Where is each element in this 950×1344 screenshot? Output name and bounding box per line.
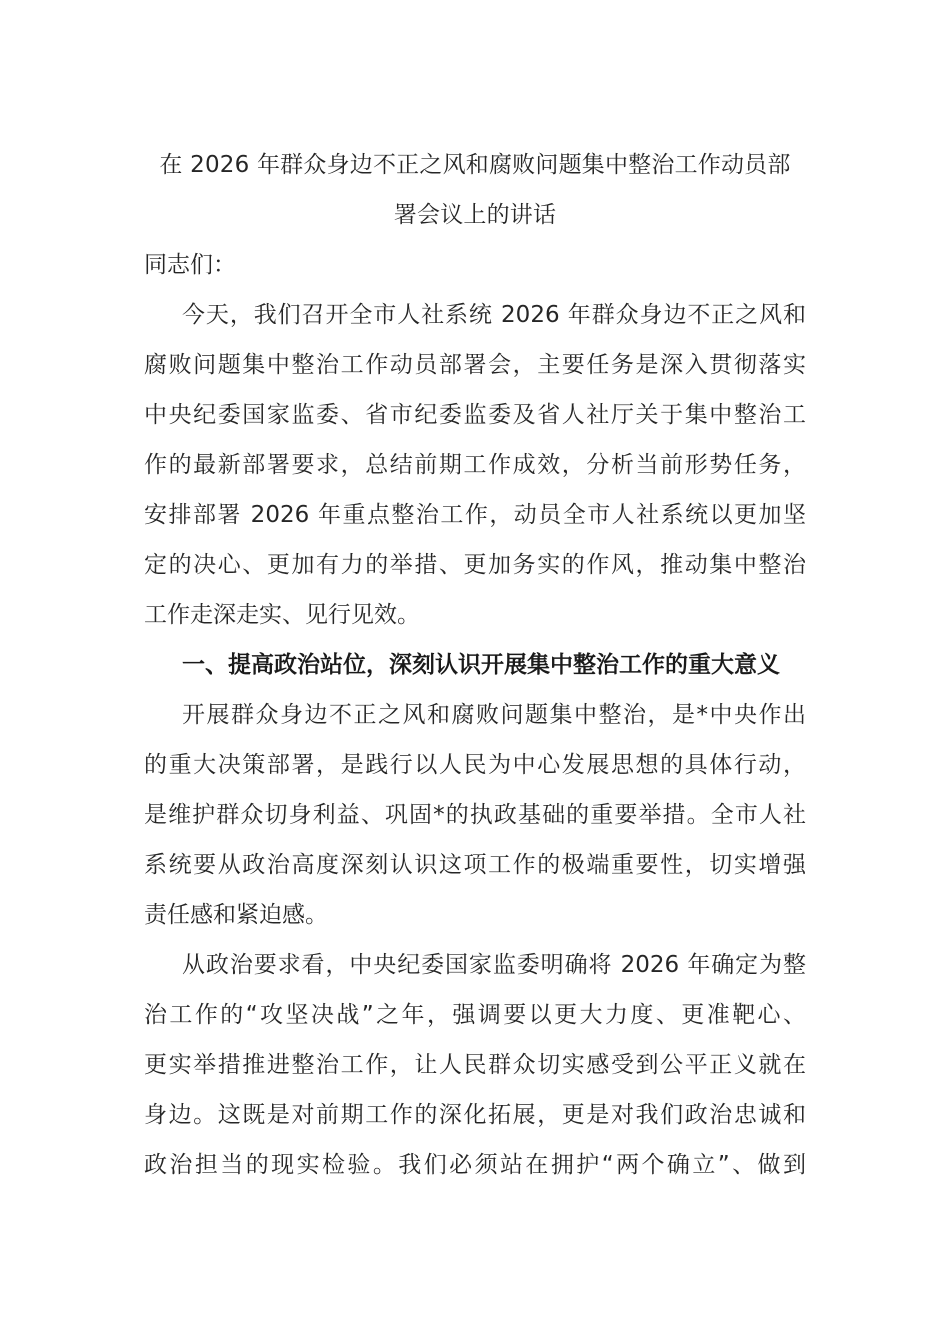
salutation: 同志们： — [144, 252, 236, 278]
paragraph-line: 开展群众身边不正之风和腐败问题集中整治，是*中央作出 — [182, 702, 806, 728]
paragraph-line: 安排部署 2026 年重点整治工作，动员全市人社系统以更加坚 — [144, 502, 806, 528]
paragraph-line: 身边。这既是对前期工作的深化拓展，更是对我们政治忠诚和 — [144, 1102, 806, 1128]
document-body — [144, 140, 806, 1190]
section-paragraph — [144, 940, 806, 1190]
section-heading — [144, 640, 806, 690]
paragraph-line: 工作走深走实、见行见效。 — [144, 602, 420, 628]
paragraph-line: 腐败问题集中整治工作动员部署会，主要任务是深入贯彻落实 — [144, 352, 806, 378]
paragraph-line: 是维护群众切身利益、巩固*的执政基础的重要举措。全市人社 — [144, 802, 806, 828]
paragraph-line: 责任感和紧迫感。 — [144, 902, 328, 928]
document-title — [144, 140, 806, 240]
paragraph-line: 治工作的“攻坚决战”之年，强调要以更大力度、更准靶心、 — [144, 1002, 806, 1028]
intro-paragraph — [144, 290, 806, 640]
paragraph-line: 更实举措推进整治工作，让人民群众切实感受到公平正义就在 — [144, 1052, 806, 1078]
title-line: 在 2026 年群众身边不正之风和腐败问题集中整治工作动员部 — [159, 152, 791, 178]
paragraph-line: 的重大决策部署，是践行以人民为中心发展思想的具体行动， — [144, 752, 806, 778]
paragraph-line: 政治担当的现实检验。我们必须站在拥护“两个确立”、做到 — [144, 1152, 806, 1178]
paragraph-line: 今天，我们召开全市人社系统 2026 年群众身边不正之风和 — [182, 302, 806, 328]
paragraph-line: 中央纪委国家监委、省市纪委监委及省人社厅关于集中整治工 — [144, 402, 806, 428]
paragraph-line: 作的最新部署要求，总结前期工作成效，分析当前形势任务， — [144, 452, 806, 478]
paragraph-line: 系统要从政治高度深刻认识这项工作的极端重要性，切实增强 — [144, 852, 806, 878]
paragraph-line: 定的决心、更加有力的举措、更加务实的作风，推动集中整治 — [144, 552, 806, 578]
section-paragraph — [144, 690, 806, 940]
title-line: 署会议上的讲话 — [393, 202, 557, 228]
paragraph-line: 从政治要求看，中央纪委国家监委明确将 2026 年确定为整 — [182, 952, 806, 978]
section-heading-text: 一、提高政治站位，深刻认识开展集中整治工作的重大意义 — [182, 652, 780, 678]
